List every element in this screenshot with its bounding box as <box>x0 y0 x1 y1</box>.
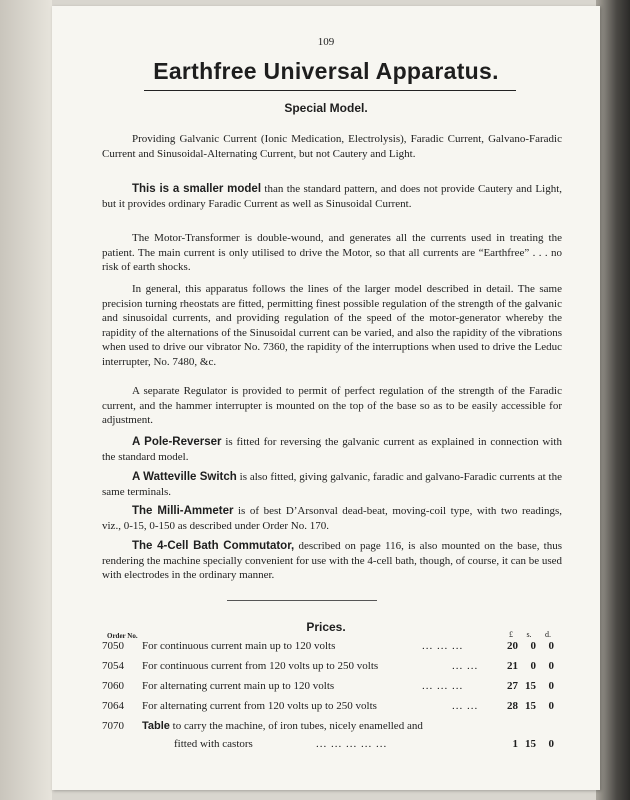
price-pence: 0 <box>548 660 554 672</box>
order-number: 7064 <box>102 700 124 712</box>
paragraph-bath-commutator: The 4-Cell Bath Commutator, described on page 116, is also mounted on the base, thus rendering the machine specially convenient for use with the 4-cell bath, though, of course, it can be used with electrodes in the ordinary manner. <box>102 540 563 581</box>
paragraph-watteville-switch: A Watteville Switch is also fitted, giving galvanic, faradic and galvano-Faradic currents at the same terminals. <box>102 471 562 498</box>
paragraph-pole-reverser: A Pole-Reverser is fitted for reversing the galvanic current as explained in connection with the standard model. <box>102 436 562 463</box>
paragraph-motor-transformer: The Motor-Transformer is double-wound, and generates all the currents used in treating the patient. The main current is only utilised to drive the Motor, so that all currents are “Earthfree” . . . no risk of earth shocks. <box>102 232 562 273</box>
price-description: For continuous current main up to 120 volts <box>142 640 336 652</box>
price-pounds: 1 <box>512 738 518 750</box>
price-description: For continuous current from 120 volts up to 250 volts <box>142 660 379 672</box>
price-description: Table to carry the machine, of iron tubes, nicely enamelled and <box>142 720 423 732</box>
price-row-continuation <box>102 738 562 753</box>
price-shillings: 15 <box>525 700 536 712</box>
price-pounds: 20 <box>507 640 518 652</box>
paragraph-regulator: A separate Regulator is provided to permit of perfect regulation of the strength of the Faradic current, and the hammer interrupter is mounted on the top of the base so as to be easily accessible for adjustment. <box>102 385 562 426</box>
price-description: For alternating current main up to 120 volts <box>142 680 335 692</box>
price-description: For alternating current from 120 volts up to 250 volts <box>142 700 377 712</box>
page-subtitle: Special Model. <box>284 101 368 115</box>
scan-left-edge <box>0 0 52 800</box>
order-number: 7050 <box>102 640 124 652</box>
leader-dots: ... ... <box>452 660 479 672</box>
prices-heading: Prices. <box>306 620 346 634</box>
page-title: Earthfree Universal Apparatus. <box>153 58 499 84</box>
leader-dots: ... ... ... ... ... <box>316 738 388 750</box>
price-pounds: 28 <box>507 700 518 712</box>
price-row <box>102 700 562 715</box>
paragraph-milli-ammeter: The Milli-Ammeter is of best D’Arsonval dead-beat, moving-coil type, with two readings, viz., 0-15, 0-150 as described under Order No. 170. <box>102 505 562 532</box>
leader-dots: ... ... ... <box>422 640 464 652</box>
pounds-column-label: £ <box>509 630 513 639</box>
order-number: 7060 <box>102 680 124 692</box>
title-underline <box>144 90 516 91</box>
document-page <box>52 6 600 790</box>
price-shillings: 15 <box>525 738 536 750</box>
leader-dots: ... ... <box>452 700 479 712</box>
paragraph-intro: Providing Galvanic Current (Ionic Medication, Electrolysis), Faradic Current, Galvano-Faradic Current and Sinusoidal-Alternating Current, but not Cautery and Light. <box>102 133 562 160</box>
leader-dots: ... ... ... <box>422 680 464 692</box>
price-pence: 0 <box>548 738 554 750</box>
pence-column-label: d. <box>545 630 551 639</box>
book-spine <box>596 0 630 800</box>
page-number: 109 <box>317 36 335 48</box>
price-shillings: 15 <box>525 680 536 692</box>
price-pence: 0 <box>548 640 554 652</box>
price-row <box>102 660 562 675</box>
paragraph-general: In general, this apparatus follows the lines of the larger model described in detail. The same precision turning rheostats are fitted, permitting finest possible regulation of the strength of the galvanic and sinusoidal currents, and providing regulation of the speed of the motor-generator whereby the rapidity of the alternations of the Sinusoidal current can be varied, and also the rapidity of the vibrations when used to drive our vibrator No. 7360, the rapidity of the interruptions when used to drive the Leduc interrupter, No. 7480, &c. <box>102 283 562 368</box>
price-pence: 0 <box>548 700 554 712</box>
shillings-column-label: s. <box>526 630 532 639</box>
order-no-label: Order No. <box>107 632 138 640</box>
price-pounds: 21 <box>507 660 518 672</box>
price-row <box>102 680 562 695</box>
price-description: fitted with castors <box>174 738 253 750</box>
price-shillings: 0 <box>530 660 536 672</box>
price-row <box>102 640 562 655</box>
price-shillings: 0 <box>530 640 536 652</box>
price-pence: 0 <box>548 680 554 692</box>
paragraph-smaller-model: This is a smaller model than the standard pattern, and does not provide Cautery and Light, but it provides ordinary Faradic Current as well as Sinusoidal Current. <box>102 183 562 210</box>
price-pounds: 27 <box>507 680 518 692</box>
section-divider <box>227 600 377 601</box>
price-row <box>102 720 562 735</box>
order-number: 7054 <box>102 660 124 672</box>
order-number: 7070 <box>102 720 124 732</box>
